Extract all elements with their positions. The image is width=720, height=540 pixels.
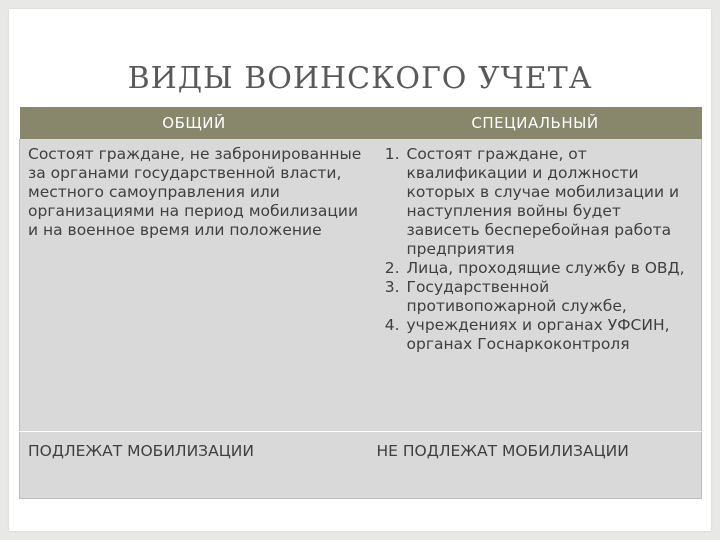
special-list: [377, 145, 696, 354]
list-item: 1. Состоят граждане, от квалификации и должности которых в случае мобилизации и наступления войны будет зависеть бесперебойная работа предприятия: [405, 145, 696, 259]
table-row: [20, 139, 702, 432]
list-item: 3. Государственной противопожарной службе,: [405, 278, 696, 316]
list-item: 2. Лица, проходящие службу в ОВД,: [405, 259, 696, 278]
table-header-row: [20, 107, 702, 139]
special-mobilization-cell: НЕ ПОДЛЕЖАТ МОБИЛИЗАЦИИ: [369, 432, 702, 499]
slide: [9, 9, 711, 531]
general-description-cell: Состоят граждане, не забронированные за органами государственной власти, местного самоуправления или организациями на период мобилизации и на военное время или положение: [20, 139, 369, 432]
table-row: [20, 432, 702, 499]
general-mobilization-cell: ПОДЛЕЖАТ МОБИЛИЗАЦИИ: [20, 432, 369, 499]
special-description-cell: [369, 139, 702, 432]
slide-title: ВИДЫ ВОИНСКОГО УЧЕТА: [127, 61, 593, 96]
list-item: 4. учреждениях и органах УФСИН, органах Госнаркоконтроля: [405, 316, 696, 354]
header-special: СПЕЦИАЛЬНЫЙ: [369, 107, 702, 139]
military-registration-table: [19, 107, 702, 499]
header-general: ОБЩИЙ: [20, 107, 369, 139]
